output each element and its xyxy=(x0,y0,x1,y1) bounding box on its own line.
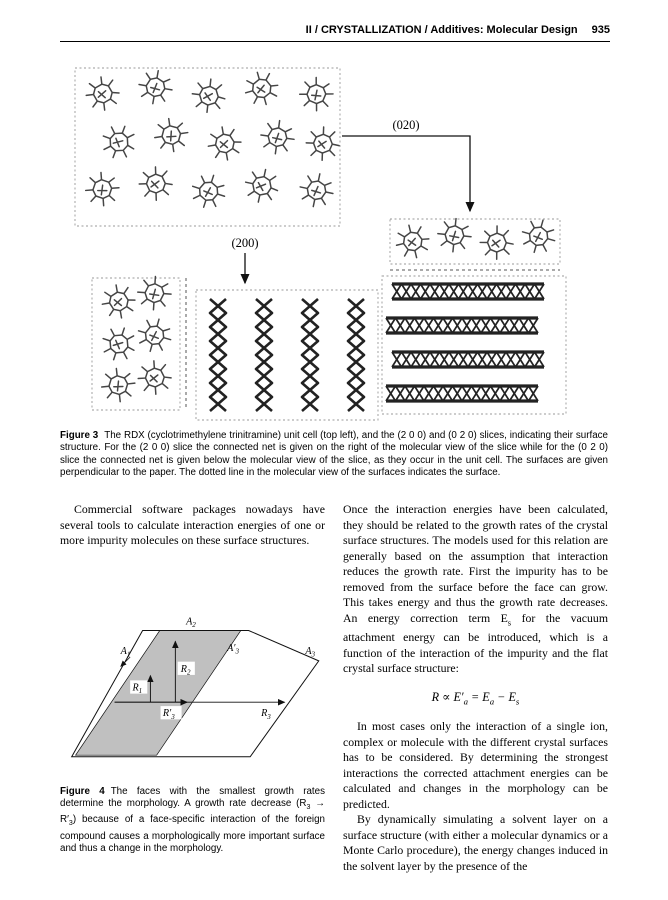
molecule-icon xyxy=(97,364,139,406)
label-a3: $A_3$ xyxy=(305,645,316,659)
figure3-caption-text: The RDX (cyclotrimethylene trinitramine) unit cell (top left), and the (2 0 0) and (0 2 0) slices, indicating their surface structure. For the (2 0 0) slice the connected net is given on the right of the molecular view of the slice while for the (0 2 0) slice the connected net is given below the molecular view of the slice, as they occur in the unit cell. The surfaces are given perpendicular to the paper. The dotted line in the molecular view of the surfaces indicates the surface. xyxy=(60,430,608,479)
molecule-icon xyxy=(477,222,517,262)
label-a3-prime: $A'_3$ xyxy=(227,642,239,655)
molecule-icon xyxy=(97,120,141,164)
figure3-drawing xyxy=(60,56,608,423)
figure4-canvas xyxy=(60,607,325,772)
molecule-icon xyxy=(136,164,176,204)
label-r3: $R_3$ xyxy=(261,707,271,721)
molecule-icon xyxy=(435,216,473,254)
slice-200-label: (200) xyxy=(231,236,259,250)
running-title: II / CRYSTALLIZATION / Additives: Molecular Design xyxy=(305,24,578,36)
molecule-icon xyxy=(192,175,225,208)
molecule-icon xyxy=(150,114,192,156)
molecule-icon xyxy=(137,69,174,106)
molecule-icon xyxy=(245,71,279,105)
connected-net-020 xyxy=(382,276,566,414)
molecule-icon xyxy=(206,125,243,162)
molecule-icon xyxy=(522,219,556,253)
unit-cell-molecules xyxy=(82,69,344,210)
label-r1: $R_1$ xyxy=(132,682,143,695)
molecule-icon xyxy=(296,74,336,114)
left-column xyxy=(60,502,325,874)
net-chain-icon xyxy=(386,318,538,333)
molecule-icon xyxy=(299,172,335,208)
molecule-icon xyxy=(100,283,137,320)
net-chain-icon xyxy=(302,299,318,411)
right-column xyxy=(343,502,608,874)
gray-face-region xyxy=(76,630,241,755)
right-paragraph-1: Once the interaction energies have been calculated, they should be related to the growth rates of the crystal surface structures. The models used for this relation are generally based on the assumption that interaction reduces the growth rate. First the impurity has to be removed from the surface before the face can grow. This takes energy and thus the growth rate decreases. An energy correction term $E_s$ for the vacuum attachment energy can be introduced, which is a function of the interaction of the impurity and the flat crystal surface structure: xyxy=(343,502,609,676)
right-paragraph-3: By dynamically simulating a solvent layer on a surface structure (with either a molecular dynamics or a Monte Carlo procedure), the energy changes induced in the solvent layer by the presence of the xyxy=(343,812,608,873)
figure3-caption-label: Figure 3 xyxy=(60,430,99,441)
figure4-drawing xyxy=(60,607,325,767)
figure4-caption-label: Figure 4 xyxy=(60,785,105,797)
net-chain-icon xyxy=(392,284,544,299)
page-number: 935 xyxy=(591,24,610,36)
slice-020-label: (020) xyxy=(392,118,420,132)
figure3-canvas xyxy=(60,56,608,423)
body-columns xyxy=(60,502,608,874)
molecule-icon xyxy=(259,118,297,156)
left-paragraph: Commercial software packages nowadays have several tools to calculate interaction energies of one or more impurity molecules on these surface structures. xyxy=(60,502,325,547)
net-chain-icon xyxy=(210,299,226,411)
net-chain-icon xyxy=(392,352,544,367)
equation: $R \propto E'_a = E_a - E_s$ xyxy=(431,689,520,707)
label-a1: $A_1$ xyxy=(120,645,131,659)
slice-020-molecular-view xyxy=(390,216,560,270)
slice-020-molecular-box xyxy=(390,219,560,264)
connected-net-200 xyxy=(196,290,378,420)
molecule-icon xyxy=(84,75,122,113)
molecule-icon xyxy=(82,168,124,210)
label-a2: $A_2$ xyxy=(186,615,196,629)
molecule-icon xyxy=(97,322,141,366)
slice-020-arrow xyxy=(342,136,470,211)
molecule-icon xyxy=(302,123,343,164)
molecule-icon xyxy=(395,224,430,259)
figure4-caption: Figure 4 The faces with the smallest growth rates determine the morphology. A growth rate decrease $(R_3 \to R'_3)$ because of a face-specific interaction of the foreign compound causes a morphologically more important surface and thus a change in the morphology. xyxy=(60,785,325,855)
molecule-icon xyxy=(240,164,283,207)
molecule-icon xyxy=(135,358,174,397)
figure3-caption xyxy=(60,430,608,480)
molecule-icon xyxy=(188,75,230,117)
molecule-icon xyxy=(138,318,172,352)
net-chain-icon xyxy=(348,299,364,411)
label-r2: $R_2$ xyxy=(180,663,191,677)
running-header xyxy=(60,24,610,42)
slice-200-molecular-view xyxy=(92,274,186,410)
net-chain-icon xyxy=(256,299,272,411)
net-chain-icon xyxy=(386,386,538,401)
label-r3-prime: $R'_3$ xyxy=(162,707,175,721)
right-paragraph-2: In most cases only the interaction of a single ion, complex or molecule with the different crystal surfaces has to be considered. By determining the strongest interactions the corrected attachment energies can be calculated and changes in the morphology can be predicted. xyxy=(343,719,608,811)
unit-cell-box xyxy=(75,68,340,226)
molecule-icon xyxy=(135,274,174,313)
slice-200-molecular-box xyxy=(92,278,180,410)
